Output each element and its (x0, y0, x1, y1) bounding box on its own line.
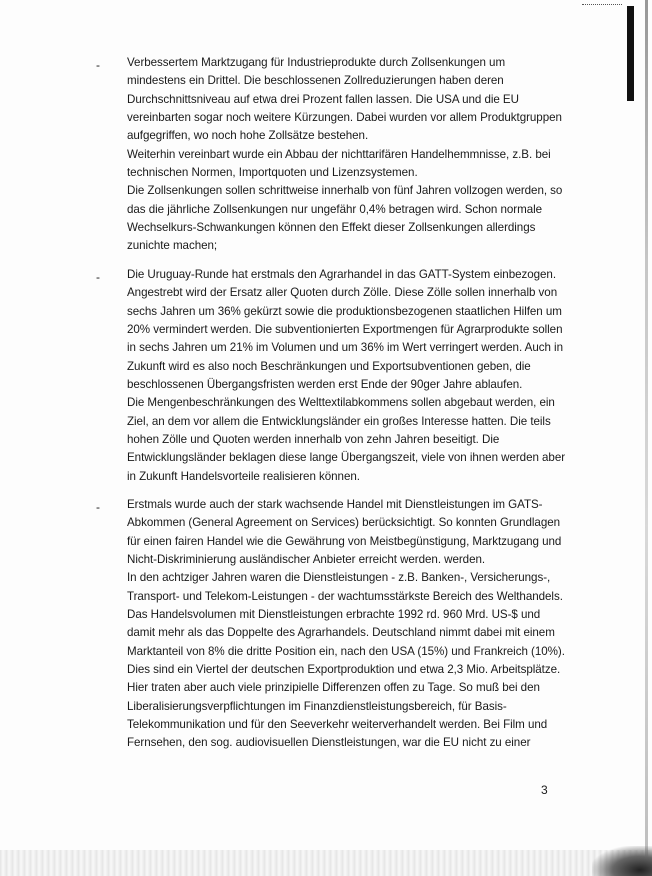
text-line: Liberalisierungsverpflichtungen im Finanzdienstleistungsbereich, für Basis- (127, 699, 507, 713)
text-line: in sechs Jahren um 21% im Volumen und um 36% im Wert verringert werden. Auch in (127, 341, 563, 355)
text-line: in Zukunft Handelsvorteile realisieren können. (127, 469, 360, 483)
text-line: sechs Jahren um 36% gekürzt sowie die produktionsbezogenen staatlichen Hilfen um (127, 304, 562, 318)
text-line: Entwicklungsländer beklagen diese lange Übergangszeit, viele von ihnen werden aber (127, 451, 566, 465)
text-line: Telekommunikation und für den Seeverkehr weiterverhandelt werden. Bei Film und (127, 718, 548, 732)
text-line: technischen Normen, Importquoten und Lizenzsystemen. (127, 166, 418, 180)
text-line: Durchschnittsniveau auf etwa drei Prozent fallen lassen. Die USA und die EU (127, 92, 519, 106)
scan-artifact-border (645, 0, 648, 876)
text-line: Angestrebt wird der Ersatz aller Quoten durch Zölle. Diese Zölle sollen innerhalb von (127, 286, 558, 300)
paragraph-agricultural-trade (127, 266, 567, 486)
text-line: Verbessertem Marktzugang für Industrieprodukte durch Zollsenkungen um (127, 56, 506, 69)
text-line: damit mehr als das Doppelte des Agrarhandels. Deutschland nimmt dabei mit einem (127, 626, 555, 640)
text-line: mindestens ein Drittel. Die beschlossenen Zollreduzierungen haben deren (127, 74, 504, 88)
text-line: Dies sind ein Viertel der deutschen Exportproduktion und etwa 2,3 Mio. Arbeitsplätze. (127, 663, 561, 677)
paragraph-industrial-tariffs (127, 54, 567, 256)
paragraph-services-trade (127, 496, 567, 753)
text-line: Wechselkurs-Schwankungen können den Effekt dieser Zollsenkungen allerdings (127, 221, 536, 235)
text-line: Die Mengenbeschränkungen des Welttextilabkommens sollen abgebaut werden, ein (127, 396, 555, 410)
text-line: aufgegriffen, wo noch hohe Zollsätze bestehen. (127, 129, 369, 143)
scan-artifact-edge (627, 6, 634, 101)
text-line: Zukunft wird es also noch Beschränkungen und Exportsubventionen geben, die (127, 359, 531, 373)
bullet-marker: - (96, 270, 100, 284)
text-line: 20% vermindert werden. Die subventionierten Exportmengen für Agrarprodukte sollen (127, 323, 563, 337)
text-line: In den achtziger Jahren waren die Dienstleistungen - z.B. Banken-, Versicherungs-, (127, 571, 551, 585)
text-line: Ziel, an dem vor allem die Entwicklungsländer ein großes Interesse hatten. Die teils (127, 414, 551, 428)
text-line: Abkommen (General Agreement on Services) berücksichtigt. So konnten Grundlagen (127, 516, 561, 530)
text-line: das die jährliche Zollsenkungen nur ungefähr 0,4% betragen wird. Schon normale (127, 202, 543, 216)
text-line: Erstmals wurde auch der stark wachsende Handel mit Dienstleistungen im GATS- (127, 498, 543, 511)
page-number: 3 (541, 783, 548, 797)
scan-artifact-bottom (0, 850, 652, 876)
bullet-marker: - (96, 500, 100, 514)
scan-artifact-top (582, 4, 622, 11)
text-line: hohen Zölle und Quoten werden innerhalb von zehn Jahren beseitigt. Die (127, 433, 500, 447)
text-line: Weiterhin vereinbart wurde ein Abbau der nichttarifären Handelhemmnisse, z.B. bei (127, 147, 551, 161)
text-line: Die Zollsenkungen sollen schrittweise innerhalb von fünf Jahren vollzogen werden, so (127, 184, 563, 198)
text-line: Nicht-Diskriminierung ausländischer Anbieter erreicht werden. werden. (127, 553, 486, 567)
text-line: Fernsehen, den sog. audiovisuellen Dienstleistungen, war die EU nicht zu einer (127, 736, 531, 750)
bullet-marker: - (96, 58, 100, 72)
text-line: Transport- und Telekom-Leistungen - der wachtumsstärkste Bereich des Welthandels. (127, 589, 563, 603)
text-line: vereinbarten sogar noch weitere Kürzungen. Dabei wurden vor allem Produktgruppen (127, 111, 562, 125)
text-line: beschlossenen Übergangsfristen werden erst Ende der 90ger Jahre ablaufen. (127, 378, 523, 392)
text-line: zunichte machen; (127, 239, 218, 253)
scan-artifact-corner (592, 846, 652, 876)
text-line: Marktanteil von 8% die dritte Position ein, nach den USA (15%) und Frankreich (10%). (127, 644, 565, 658)
text-line: Das Handelsvolumen mit Dienstleistungen erbrachte 1992 rd. 960 Mrd. US-$ und (127, 608, 541, 622)
text-line: für einen fairen Handel wie die Gewährung von Meistbegünstigung, Marktzugang und (127, 534, 562, 548)
text-line: Die Uruguay-Runde hat erstmals den Agrarhandel in das GATT-System einbezogen. (127, 268, 556, 281)
text-line: Hier traten aber auch viele prinzipielle Differenzen offen zu Tage. So muß bei den (127, 681, 540, 695)
